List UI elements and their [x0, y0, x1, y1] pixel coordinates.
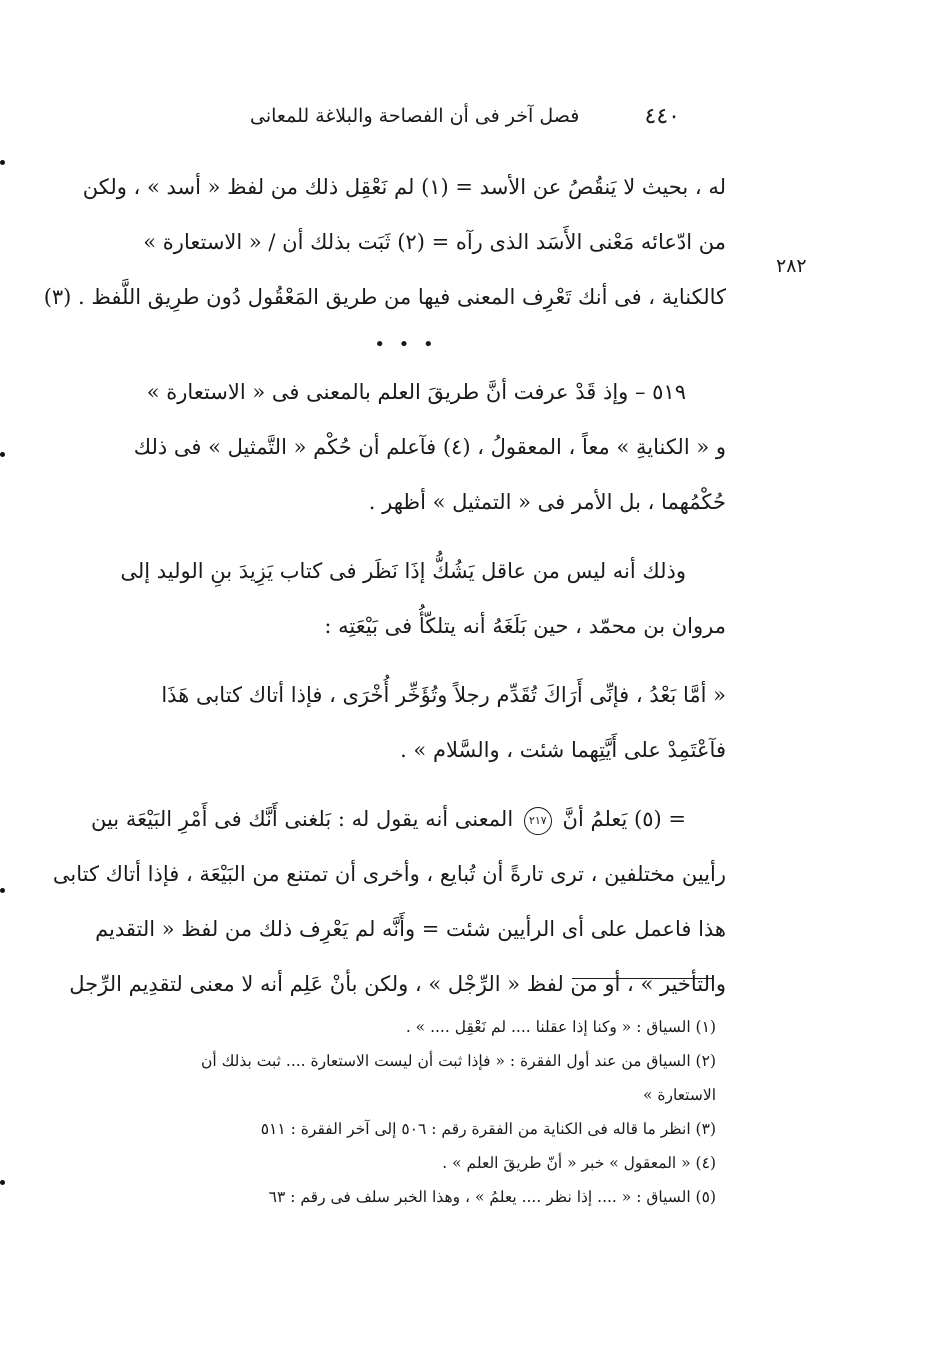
- text-line: وذلك أنه ليس من عاقل يَشُكُّ إذَا نَظَر فى كتاب يَزِيدَ بنِ الوليد إلى: [120, 559, 686, 583]
- scan-mark: [0, 160, 5, 165]
- margin-number: ٢٨٢: [776, 255, 807, 277]
- text-line: من ادّعائه مَعْنى الأَسَد الذى رآه = (٢) ثَبَت بذلك أن / « الاستعارة »: [143, 230, 726, 254]
- text-line: هذا فاعمل على أى الرأيين شئت = وأَنَّه لم يَعْرِف ذلك من لفظ « التقديم: [95, 917, 726, 941]
- footnote: (٥) السياق : « .... إذا نظر .... يعلمُ » ، وهذا الخبر سلف فى رقم : ٦٣: [268, 1188, 716, 1206]
- text-line: ٥١٩ – وإذ قَدْ عرفت أنَّ طريقَ العلم بالمعنى فى « الاستعارة »: [146, 380, 686, 404]
- running-header: [250, 96, 680, 136]
- text-segment: = (٥) يَعلمُ أنَّ: [562, 807, 686, 831]
- footnote-continuation: الاستعارة »: [642, 1086, 716, 1104]
- scan-mark: [0, 452, 5, 457]
- section-separator: • • •: [374, 334, 438, 355]
- quote-line: فآعْتَمِدْ على أَيَّتِهما شئت ، والسَّلام » .: [400, 738, 726, 762]
- text-line: له ، بحيث لا يَنقُصُ عن الأسد = (١) لم نَعْقِل ذلك من لفظ « أسد » ، ولكن: [82, 175, 726, 199]
- main-text: [43, 160, 726, 1012]
- scan-mark: [0, 1180, 5, 1185]
- text-line: حُكْمُهما ، بل الأمر فى « التمثيل » أظهر .: [368, 490, 726, 514]
- page-marker-circle: ٢١٧: [524, 807, 552, 835]
- running-title: فصل آخر فى أن الفصاحة والبلاغة للمعانى: [250, 105, 580, 127]
- text-line: [86, 792, 726, 847]
- text-segment: المعنى أنه يقول له : بَلغنى أَنَّك فى أَمْرِ البَيْعَة بين: [90, 807, 514, 831]
- scan-mark: [0, 888, 5, 893]
- text-line: مروان بن محمّد ، حين بَلَغَهُ أنه يتلكّأُ فى بَيْعَتِه :: [324, 614, 726, 638]
- footnote: (٤) « المعقول » خبر « أنّ طريقَ العلم » .: [442, 1154, 716, 1172]
- text-line: رأيين مختلفين ، ترى تارةً أن تُبايع ، وأخرى أن تمتنع من البَيْعَة ، فإذا أتاك كتابى: [52, 862, 726, 886]
- footnote-rule: [572, 978, 714, 979]
- text-line: و « الكنايةِ » معاً ، المعقولُ ، (٤) فآعلم أن حُكْم « التَّمثيل » فى ذلك: [133, 435, 726, 459]
- footnote: (١) السياق : « وكنا إذا عقلنا .... لم نَعْقِل .... » .: [405, 1018, 716, 1036]
- footnote: (٣) انظر ما قاله فى الكناية من الفقرة رقم : ٥٠٦ إلى آخر الفقرة : ٥١١: [260, 1120, 716, 1138]
- text-line: كالكناية ، فى أنك تَعْرِف المعنى فيها من طريق المَعْقُول دُون طرِيق اللَّفظ . (٣): [43, 285, 726, 309]
- quote-line: « أمَّا بَعْدُ ، فإنِّى أَرَاكَ تُقَدِّم رجلاً وتُؤَخِّر أُخْرَى ، فإذا أتاك كتابى هَذَا: [161, 683, 726, 707]
- footnote: (٢) السياق من عند أول الفقرة : « فإذا ثبت أن ليست الاستعارة .... ثبت بذلك أن: [200, 1052, 716, 1070]
- footnotes: [86, 1010, 726, 1214]
- text-line: والتأخير » ، أو من لفظ « الرِّجْل » ، ولكن بأنْ عَلِم أنه لا معنى لتقدِيم الرِّجل: [69, 972, 726, 996]
- page-number: ٤٤٠: [644, 103, 680, 129]
